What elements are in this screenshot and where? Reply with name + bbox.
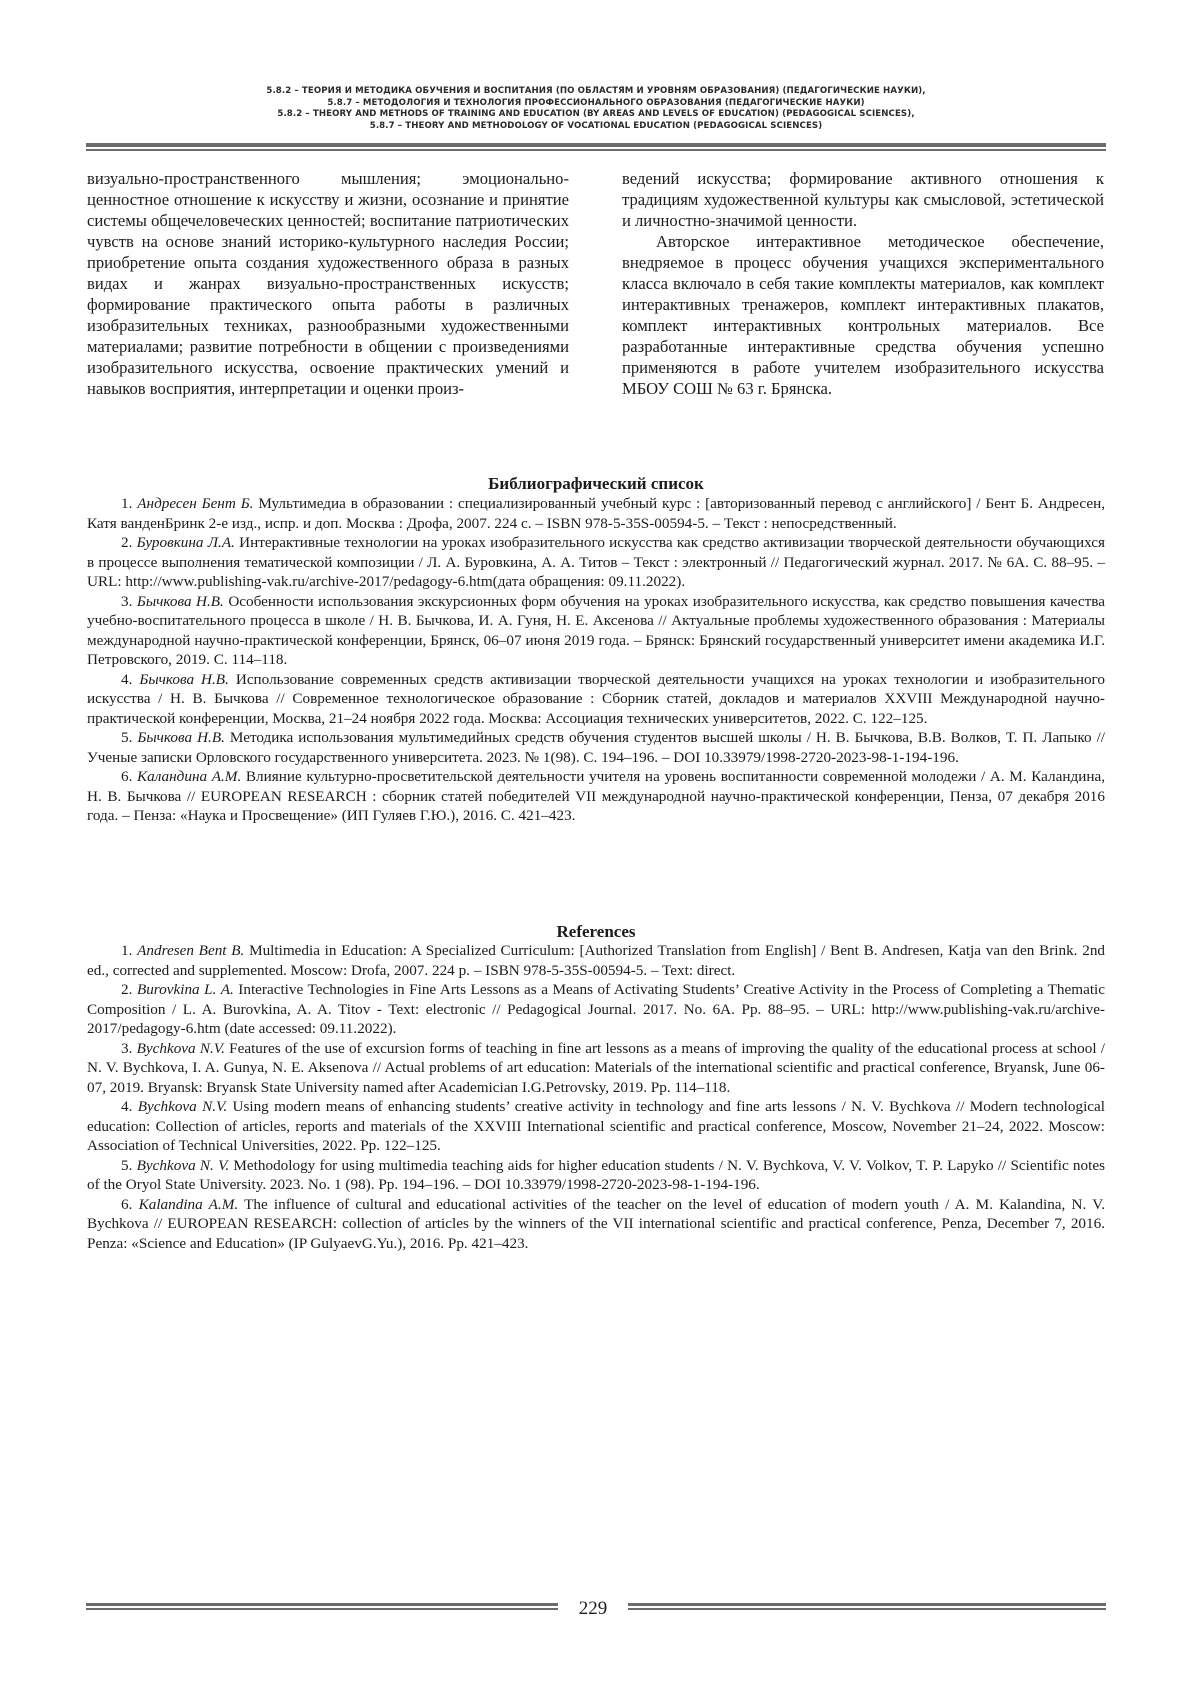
reference-author: Bychkova N.V. xyxy=(136,1039,225,1057)
reference-item: 6. Kalandina A.M. The influence of cultural and educational activities of the teacher on the level of education of modern youth / A. M. Kalandina, N. V. Bychkova // EUROPEAN RESEARCH: collection of articles by the winners of the VII international scientific and practical conference, Penza, December 7, 2016. Penza: «Science and Education» (IP GulyaevG.Yu.), 2016. Pp. 421–423. xyxy=(87,1195,1106,1252)
body-column-left xyxy=(87,168,569,399)
references-title: References xyxy=(556,922,636,941)
reference-item: 4. Bychkova N.V. Using modern means of enhancing students’ creative activity in technology and fine arts lessons / N. V. Bychkova // Modern technological education: Collection of articles, reports and materials of the XXVIII International scientific and practical conference, Moscow, November 21–24, 2022. Moscow: Association of Technical Universities, 2022. Pp. 122–125. xyxy=(87,1098,1106,1154)
reference-author: Буровкина Л.А. xyxy=(136,534,235,551)
reference-author: Андресен Бент Б. xyxy=(137,495,254,512)
header-divider xyxy=(86,143,1106,151)
reference-item: 5. Bychkova N. V. Methodology for using multimedia teaching aids for higher education students / N. V. Bychkova, V. V. Volkov, T. P. Lapyko // Scientific notes of the Oryol State University. 2023. No. 1 (98). Pp. 194–196. – DOI 10.33979/1998-2720-2023-98-1-194-196. xyxy=(87,1156,1105,1193)
body-column-right xyxy=(622,168,1104,399)
bibliography-item: 1. Андресен Бент Б. Мультимедиа в образовании : специализированный учебный курс : [авторизованный перевод с английского] / Бент Б. Андресен, Катя ванденБринк 2-е изд., испр. и доп. Москва : Дрофа, 2007. 224 с. – ISBN 978-5-35S-00594-5. – Текст : непосредственный. xyxy=(87,495,1105,532)
header-line-1: 5.8.2 – ТЕОРИЯ И МЕТОДИКА ОБУЧЕНИЯ И ВОСПИТАНИЯ (ПО ОБЛАСТЯМ И УРОВНЯМ ОБРАЗОВАНИЯ) (ПЕДАГОГИЧЕСКИЕ НАУКИ), xyxy=(266,86,926,96)
reference-author: Bychkova N.V. xyxy=(137,1098,228,1115)
body-paragraph: визуально-пространственного мышления; эмоционально-ценностное отношение к искусству и жизни, осознание и принятие системы общечеловеческих ценностей; воспитание патриотических чувств на основе знаний историко-культурного наследия России; приобретение опыта создания художественного образа в разных видах и жанрах визуально-пространственных искусств; формирование практического опыта работы в различных изобразительных техниках, разнообразными художественными материалами; развитие потребности в общении с произведениями изобразительного искусства, освоение практических умений и навыков восприятия, интерпретации и оценки произ- xyxy=(87,169,569,398)
header-line-3: 5.8.2 – THEORY AND METHODS OF TRAINING AND EDUCATION (BY AREAS AND LEVELS OF EDUCATION) (PEDAGOGICAL SCIENCES), xyxy=(277,109,915,119)
reference-author: Бычкова Н.В. xyxy=(136,592,224,610)
header-line-2: 5.8.7 – МЕТОДОЛОГИЯ И ТЕХНОЛОГИЯ ПРОФЕССИОНАЛЬНОГО ОБРАЗОВАНИЯ (ПЕДАГОГИЧЕСКИЕ НАУКИ) xyxy=(327,97,865,108)
bibliography-item: 6. Каландина А.М. Влияние культурно-просветительской деятельности учителя на уровень воспитанности современной молодежи / А. М. Каландина, Н. В. Бычкова // EUROPEAN RESEARCH : сборник статей победителей VII международной научно-практической конференции, Пенза, 07 декабря 2016 года. – Пенза: «Наука и Просвещение» (ИП Гуляев Г.Ю.), 2016. С. 421–423. xyxy=(87,768,1106,824)
bibliography-item: 2. Буровкина Л.А. Интерактивные технологии на уроках изобразительного искусства как средство активизации творческой деятельности обучающихся в процессе выполнения тематической композиции / Л. А. Буровкина, А. А. Титов – Текст : электронный // Педагогический журнал. 2017. № 6А. С. 88–95. – URL: http://www.publishing-vak.ru/archive-2017/pedagogy-6.htm(дата обращения: 09.11.2022). xyxy=(87,534,1105,590)
reference-author: Bychkova N. V. xyxy=(136,1156,230,1174)
reference-item: 3. Bychkova N.V. Features of the use of excursion forms of teaching in fine art lessons as a means of improving the quality of the educational process at school / N. V. Bychkova, I. A. Gunya, N. E. Aksenova // Actual problems of art education: Materials of the international scientific and practical conference, Bryansk, June 06-07, 2019. Bryansk: Bryansk State University named after Academician I.G.Petrovsky, 2019. Pp. 114–118. xyxy=(87,1039,1105,1096)
body-paragraph: Авторское интерактивное методическое обеспечение, внедряемое в процесс обучения учащихся экспериментального класса включало в себя такие комплекты материалов, как комплект интерактивных тренажеров, комплект интерактивных плакатов, комплект интерактивных контрольных материалов. Все разработанные интерактивные средства обучения успешно применяются в работе учителем изобразительного искусства МБОУ СОШ № 63 г. Брянска. xyxy=(622,232,1104,398)
reference-author: Andresen Bent B. xyxy=(137,942,245,959)
footer-divider-right xyxy=(628,1603,1106,1610)
reference-item: 2. Burovkina L. A. Interactive Technologies in Fine Arts Lessons as a Means of Activating Students’ Creative Activity in the Process of Completing a Thematic Composition / L. A. Burovkina, A. A. Titov - Text: electronic // Pedagogical Journal. 2017. No. 6A. Pp. 88–95. – URL: http://www.publishing-vak.ru/archive-2017/pedagogy-6.htm (date accessed: 09.11.2022). xyxy=(87,981,1105,1037)
reference-author: Kalandina A.M. xyxy=(138,1195,239,1213)
footer-divider-left xyxy=(86,1603,558,1610)
references-list xyxy=(87,941,1105,1253)
reference-item: 1. Andresen Bent B. Multimedia in Education: A Specialized Curriculum: [Authorized Translation from English] / Bent B. Andresen, Katja van den Brink. 2nd ed., corrected and supplemented. Moscow: Drofa, 2007. 224 p. – ISBN 978-5-35S-00594-5. – Text: direct. xyxy=(87,942,1106,979)
reference-author: Бычкова Н.В. xyxy=(139,670,229,688)
header-line-4: 5.8.7 – THEORY AND METHODOLOGY OF VOCATIONAL EDUCATION (PEDAGOGICAL SCIENCES) xyxy=(369,120,823,131)
reference-author: Каландина А.М. xyxy=(137,768,242,785)
bibliography-item: 3. Бычкова Н.В. Особенности использования экскурсионных форм обучения на уроках изобразительного искусства, как средство повышения качества учебно-воспитательного процесса в школе / Н. В. Бычкова, И. А. Гуня, Н. Е. Аксенова // Актуальные проблемы художественного образования : Материалы международной научно-практической конференции, Брянск, 06–07 июня 2019 года. – Брянск: Брянский государственный университет имени академика И.Г. Петровского, 2019. С. 114–118. xyxy=(87,592,1106,668)
running-header xyxy=(86,86,1106,132)
reference-author: Бычкова Н.В. xyxy=(137,729,225,746)
bibliography-title: Библиографический список xyxy=(488,474,704,493)
body-paragraph: ведений искусства; формирование активного отношения к традициям художественной культуры как смысловой, эстетической и личностно-значимой ценности. xyxy=(622,169,1104,230)
bibliography-list xyxy=(87,494,1105,826)
bibliography-item: 5. Бычкова Н.В. Методика использования мультимедийных средств обучения студентов высшей школы / Н. В. Бычкова, В.В. Волков, Т. П. Лапыко // Ученые записки Орловского государственного университета. 2023. № 1(98). С. 194–196. – DOI 10.33979/1998-2720-2023-98-1-194-196. xyxy=(87,729,1106,766)
bibliography-item: 4. Бычкова Н.В. Использование современных средств активизации творческой деятельности учащихся на уроках технологии и изобразительного искусства / Н. В. Бычкова // Современное технологическое образование : Сборник статей, докладов и материалов XXVIII Международной научно-практической конференции, Москва, 21–24 ноября 2022 года. Москва: Ассоциация технических университетов, 2022. С. 122–125. xyxy=(87,670,1106,727)
reference-author: Burovkina L. A. xyxy=(136,981,234,998)
page-number: 229 xyxy=(578,1598,608,1619)
